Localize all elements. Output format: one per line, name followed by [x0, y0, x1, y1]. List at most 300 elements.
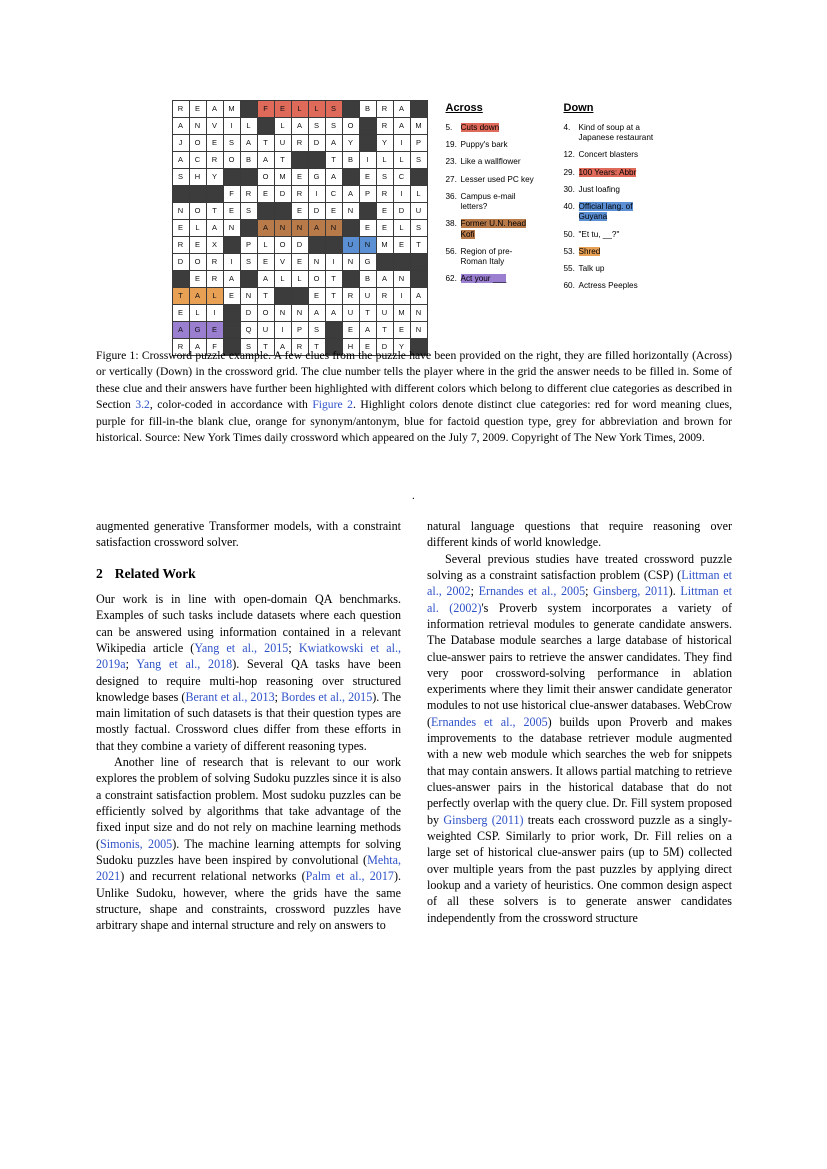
text-run: ; [585, 584, 594, 599]
crossword-cell[interactable]: Y [393, 339, 410, 356]
crossword-cell[interactable] [359, 135, 376, 152]
citation-berant-2013[interactable]: Berant et al., 2013 [185, 689, 275, 704]
crossword-cell[interactable] [223, 169, 240, 186]
crossword-cell[interactable]: I [359, 152, 376, 169]
crossword-cell[interactable]: T [325, 271, 342, 288]
crossword-cell[interactable]: A [325, 305, 342, 322]
crossword-cell[interactable]: L [291, 271, 308, 288]
crossword-cell[interactable]: S [410, 152, 427, 169]
crossword-cell[interactable]: N [393, 271, 410, 288]
crossword-cell[interactable]: E [206, 135, 223, 152]
crossword-cell[interactable]: T [257, 288, 274, 305]
crossword-cell[interactable]: S [308, 118, 325, 135]
crossword-cell[interactable] [257, 118, 274, 135]
crossword-cell[interactable]: S [325, 101, 342, 118]
crossword-cell[interactable]: R [376, 186, 393, 203]
crossword-cell[interactable]: I [325, 254, 342, 271]
crossword-cell[interactable]: C [325, 186, 342, 203]
text-run: ; [288, 640, 299, 655]
across-clue-item[interactable] [446, 140, 538, 150]
down-clue-item[interactable] [564, 264, 656, 274]
crossword-cell[interactable]: T [325, 288, 342, 305]
crossword-cell[interactable]: S [240, 254, 257, 271]
crossword-cell[interactable]: D [291, 237, 308, 254]
crossword-cell[interactable]: O [189, 254, 206, 271]
crossword-cell[interactable]: E [274, 101, 291, 118]
crossword-row [172, 305, 427, 322]
crossword-cell[interactable]: S [376, 169, 393, 186]
crossword-cell[interactable]: N [342, 254, 359, 271]
crossword-cell[interactable]: A [376, 271, 393, 288]
crossword-cell[interactable]: I [393, 288, 410, 305]
crossword-cell[interactable]: A [240, 135, 257, 152]
crossword-cell[interactable]: O [189, 135, 206, 152]
crossword-cell[interactable] [172, 271, 189, 288]
crossword-cell[interactable] [240, 220, 257, 237]
crossword-cell[interactable]: E [308, 288, 325, 305]
left-top-paragraph: augmented generative Transformer models, with a constraint satisfaction crossword solver. [96, 519, 401, 550]
across-clue-item[interactable] [446, 274, 538, 284]
down-clue-item[interactable] [564, 202, 656, 223]
text-run: ). Unlike Sudoku, however, where the grids have the same structure, shape and constraints, crossword puzzles have arbitrary shape and internal structure and rely on answers to [96, 869, 401, 933]
crossword-cell[interactable]: A [172, 118, 189, 135]
crossword-cell[interactable]: U [274, 135, 291, 152]
text-run: 's Proverb system incorporates a variety of information retrieval modules to generate candidate answers. The Database module searches a large database of historical clue-answer pairs to retrieve the answer candidates. They find very poor crossword-solving performance in ablation experiments where they limit their answer candidate generator modules to not use historical clue-answer databases. WebCrow ( [427, 600, 732, 729]
crossword-cell[interactable]: L [274, 118, 291, 135]
left-paragraph-1 [96, 591, 401, 754]
crossword-cell[interactable]: C [393, 169, 410, 186]
citation-kwiatkowski-2019a[interactable]: Kwiatkowski et al., 2019a [96, 640, 402, 672]
crossword-cell[interactable]: A [206, 101, 223, 118]
crossword-cell[interactable]: D [274, 186, 291, 203]
crossword-cell[interactable]: E [393, 322, 410, 339]
crossword-cell[interactable]: B [342, 152, 359, 169]
crossword-cell[interactable]: B [240, 152, 257, 169]
crossword-cell[interactable]: Y [376, 135, 393, 152]
caption-part-3: . Highlight colors denote distinct clue categories: red for word meaning clues, purple for fill-in-the blank clue, orange for synonym/antonym, blue for factoid question type, grey for abbreviation and brown for historical. Source: New York Times daily crossword which appeared on the July 7, 2009. Copyright of The New York Times, 2009. [96, 398, 732, 445]
crossword-cell[interactable]: T [206, 203, 223, 220]
crossword-cell[interactable] [240, 271, 257, 288]
citation-ginsberg-2011-inline[interactable]: Ginsberg (2011) [443, 812, 524, 827]
down-clue-number: 50. [563, 229, 575, 239]
citation-simonis-2005[interactable]: Simonis, 2005 [100, 836, 173, 851]
crossword-cell[interactable]: E [223, 288, 240, 305]
crossword-cell[interactable]: S [410, 220, 427, 237]
crossword-cell[interactable]: S [308, 322, 325, 339]
crossword-row [172, 288, 427, 305]
crossword-cell[interactable]: I [308, 186, 325, 203]
left-column [96, 518, 401, 934]
crossword-row [172, 169, 427, 186]
crossword-cell[interactable]: O [257, 169, 274, 186]
crossword-cell[interactable]: D [240, 305, 257, 322]
down-clue-item[interactable] [564, 185, 656, 195]
across-clue-item[interactable] [446, 123, 538, 133]
crossword-cell[interactable]: R [291, 135, 308, 152]
citation-littman-2002[interactable]: Littman et al., 2002 [427, 567, 733, 599]
across-clue-item[interactable] [446, 247, 538, 268]
crossword-cell[interactable]: E [291, 203, 308, 220]
crossword-cell[interactable]: S [240, 203, 257, 220]
text-run: ). Several QA tasks have been designed to require multi-hop reasoning over structured knowledge bases ( [96, 657, 402, 704]
crossword-cell[interactable]: C [189, 152, 206, 169]
crossword-cell[interactable] [240, 101, 257, 118]
crossword-cell[interactable] [325, 322, 342, 339]
crossword-cell[interactable]: A [291, 118, 308, 135]
crossword-cell[interactable]: E [257, 254, 274, 271]
crossword-cell[interactable]: O [342, 118, 359, 135]
crossword-cell[interactable]: D [393, 203, 410, 220]
crossword-cell[interactable]: Y [206, 169, 223, 186]
crossword-cell[interactable]: T [274, 152, 291, 169]
crossword-cell[interactable]: E [359, 220, 376, 237]
crossword-row [172, 237, 427, 254]
crossword-cell[interactable] [308, 152, 325, 169]
crossword-cell[interactable]: O [274, 237, 291, 254]
crossword-row [172, 220, 427, 237]
crossword-cell[interactable]: L [206, 288, 223, 305]
crossword-cell[interactable] [410, 169, 427, 186]
down-column [564, 102, 656, 299]
crossword-cell[interactable]: R [291, 186, 308, 203]
crossword-cell[interactable]: V [206, 118, 223, 135]
crossword-cell[interactable]: A [342, 186, 359, 203]
crossword-cell[interactable]: L [189, 220, 206, 237]
crossword-cell[interactable]: E [189, 101, 206, 118]
crossword-cell[interactable]: E [257, 186, 274, 203]
citation-ginsberg-2011[interactable]: Ginsberg, 2011 [593, 584, 669, 599]
citation-yang-2015[interactable]: Yang et al., 2015 [194, 640, 289, 655]
crossword-cell[interactable]: T [257, 339, 274, 356]
crossword-cell[interactable]: N [172, 203, 189, 220]
crossword-cell[interactable]: R [376, 288, 393, 305]
crossword-cell[interactable]: M [274, 169, 291, 186]
crossword-cell[interactable]: R [172, 101, 189, 118]
across-clue-number: 27. [445, 174, 457, 184]
crossword-cell[interactable]: I [274, 322, 291, 339]
crossword-cell[interactable]: E [172, 220, 189, 237]
crossword-cell[interactable]: R [291, 339, 308, 356]
crossword-cell[interactable]: O [308, 271, 325, 288]
crossword-cell[interactable]: E [223, 203, 240, 220]
crossword-cell[interactable] [359, 203, 376, 220]
crossword-cell[interactable]: M [393, 305, 410, 322]
crossword-cell[interactable]: S [223, 135, 240, 152]
text-run: Our work is in line with open-domain QA benchmarks. Examples of such tasks include datasets where each question can be answered using information contained in a relevant Wikipedia article ( [96, 591, 401, 655]
crossword-cell[interactable]: B [359, 271, 376, 288]
crossword-cell[interactable]: A [257, 271, 274, 288]
crossword-cell[interactable]: A [308, 305, 325, 322]
crossword-cell[interactable]: N [274, 220, 291, 237]
crossword-row [172, 254, 427, 271]
crossword-cell[interactable]: O [189, 203, 206, 220]
crossword-cell[interactable]: A [410, 288, 427, 305]
crossword-cell[interactable]: E [376, 203, 393, 220]
crossword-cell[interactable]: L [308, 101, 325, 118]
citation-ernandes-2005-b[interactable]: Ernandes et al., 2005 [431, 714, 548, 729]
crossword-cell[interactable]: X [206, 237, 223, 254]
crossword-cell[interactable] [291, 288, 308, 305]
crossword-cell[interactable]: A [189, 339, 206, 356]
crossword-cell[interactable]: L [274, 271, 291, 288]
across-clue-number: 19. [445, 140, 457, 149]
crossword-cell[interactable]: A [325, 169, 342, 186]
down-clue-item[interactable] [564, 123, 656, 144]
crossword-cell[interactable]: A [308, 220, 325, 237]
crossword-cell[interactable]: E [189, 271, 206, 288]
crossword-cell[interactable] [223, 322, 240, 339]
across-clue-number: 5. [445, 122, 453, 132]
crossword-cell[interactable]: F [206, 339, 223, 356]
crossword-row [172, 271, 427, 288]
crossword-cell[interactable] [189, 186, 206, 203]
crossword-cell[interactable]: E [172, 305, 189, 322]
down-clue-item[interactable] [564, 281, 656, 291]
crossword-row [172, 118, 427, 135]
crossword-cell[interactable] [223, 305, 240, 322]
citation-littman-2002-inline[interactable]: Littman et al. (2002) [427, 584, 733, 615]
crossword-cell[interactable] [274, 203, 291, 220]
crossword-cell[interactable]: T [376, 322, 393, 339]
crossword-cell[interactable]: N [325, 220, 342, 237]
crossword-cell[interactable]: L [291, 101, 308, 118]
crossword-cell[interactable]: A [325, 135, 342, 152]
crossword-cell[interactable]: A [223, 271, 240, 288]
crossword-cell[interactable]: E [393, 237, 410, 254]
crossword-cell[interactable]: E [359, 169, 376, 186]
crossword-cell[interactable]: G [308, 169, 325, 186]
down-clue-item[interactable] [564, 230, 656, 240]
crossword-cell[interactable]: A [172, 152, 189, 169]
crossword-cell[interactable]: R [206, 271, 223, 288]
crossword-cell[interactable] [376, 254, 393, 271]
crossword-cell[interactable]: R [342, 288, 359, 305]
crossword-cell[interactable]: E [291, 254, 308, 271]
across-clue-number: 62. [445, 274, 457, 284]
crossword-cell[interactable]: N [291, 220, 308, 237]
crossword-cell[interactable] [274, 288, 291, 305]
across-clue-text: Campus e-mail letters? [460, 191, 516, 211]
crossword-cell[interactable] [240, 169, 257, 186]
crossword-cell[interactable]: A [206, 220, 223, 237]
crossword-cell[interactable]: I [206, 305, 223, 322]
crossword-cell[interactable]: I [393, 135, 410, 152]
across-column [446, 102, 538, 299]
across-clue-item[interactable] [446, 157, 538, 167]
crossword-cell[interactable]: D [172, 254, 189, 271]
crossword-cell[interactable]: R [172, 339, 189, 356]
across-clue-text: Lesser used PC key [460, 174, 534, 184]
citation-yang-2018[interactable]: Yang et al., 2018 [136, 657, 233, 672]
right-column [427, 518, 732, 934]
crossword-cell[interactable]: L [376, 152, 393, 169]
crossword-cell[interactable]: A [274, 339, 291, 356]
crossword-cell[interactable]: U [342, 305, 359, 322]
crossword-cell[interactable]: T [257, 135, 274, 152]
crossword-cell[interactable]: N [274, 305, 291, 322]
crossword-cell[interactable]: E [291, 169, 308, 186]
caption-ref-section[interactable]: 3.2 [135, 398, 150, 412]
crossword-cell[interactable]: P [291, 322, 308, 339]
crossword-cell[interactable] [359, 118, 376, 135]
crossword-cell[interactable]: E [325, 203, 342, 220]
crossword-row [172, 322, 427, 339]
crossword-cell[interactable]: M [376, 237, 393, 254]
crossword-cell[interactable]: N [291, 305, 308, 322]
down-clue-item[interactable] [564, 168, 656, 178]
crossword-cell[interactable]: F [223, 186, 240, 203]
crossword-cell[interactable] [206, 186, 223, 203]
crossword-cell[interactable]: N [223, 220, 240, 237]
crossword-cell[interactable]: U [410, 203, 427, 220]
crossword-cell[interactable]: J [172, 135, 189, 152]
crossword-cell[interactable]: D [308, 203, 325, 220]
crossword-cell[interactable]: B [359, 101, 376, 118]
crossword-cell[interactable] [325, 237, 342, 254]
crossword-cell[interactable]: N [308, 254, 325, 271]
crossword-cell[interactable]: D [308, 135, 325, 152]
crossword-cell[interactable]: O [223, 152, 240, 169]
crossword-cell[interactable]: G [189, 322, 206, 339]
across-clue-text: Former U.N. head Kofi [460, 219, 527, 239]
crossword-cell[interactable]: I [223, 118, 240, 135]
crossword-cell[interactable]: E [342, 322, 359, 339]
across-clue-number: 56. [445, 246, 457, 256]
crossword-cell[interactable]: R [240, 186, 257, 203]
crossword-cell[interactable]: N [342, 203, 359, 220]
crossword-cell[interactable]: R [376, 118, 393, 135]
crossword-cell[interactable] [257, 203, 274, 220]
down-clue-text: Concert blasters [578, 150, 639, 160]
crossword-cell[interactable]: S [240, 339, 257, 356]
crossword-cell[interactable]: Q [240, 322, 257, 339]
citation-palm-2017[interactable]: Palm et al., 2017 [305, 869, 394, 884]
across-clue-item[interactable] [446, 192, 538, 213]
crossword-cell[interactable]: G [359, 254, 376, 271]
crossword-cell[interactable]: L [257, 237, 274, 254]
crossword-cell[interactable]: A [393, 101, 410, 118]
down-clue-item[interactable] [564, 150, 656, 160]
crossword-cell[interactable]: A [393, 118, 410, 135]
crossword-cell[interactable]: T [410, 237, 427, 254]
crossword-cell[interactable] [342, 271, 359, 288]
section-number: 2 [96, 565, 103, 581]
crossword-cell[interactable]: V [274, 254, 291, 271]
crossword-cell[interactable]: F [257, 101, 274, 118]
crossword-cell[interactable]: E [189, 237, 206, 254]
crossword-cell[interactable]: P [240, 237, 257, 254]
crossword-cell[interactable] [410, 254, 427, 271]
across-clue-text: Cuts down [460, 122, 500, 132]
crossword-cell[interactable] [291, 152, 308, 169]
citation-ernandes-2005[interactable]: Ernandes et al., 2005 [478, 584, 586, 599]
crossword-cell[interactable]: M [223, 101, 240, 118]
crossword-cell[interactable]: I [223, 254, 240, 271]
citation-mehta-2021[interactable]: Mehta, 2021 [96, 852, 401, 884]
crossword-cell[interactable] [342, 220, 359, 237]
crossword-cell[interactable]: R [206, 152, 223, 169]
crossword-cell[interactable]: L [240, 118, 257, 135]
crossword-cell[interactable]: O [257, 305, 274, 322]
crossword-cell[interactable]: N [410, 305, 427, 322]
crossword-cell[interactable]: L [189, 305, 206, 322]
crossword-cell[interactable] [172, 186, 189, 203]
text-run: ; [274, 689, 282, 704]
crossword-cell[interactable]: T [172, 288, 189, 305]
crossword-cell[interactable]: E [376, 220, 393, 237]
crossword-cell[interactable]: Y [342, 135, 359, 152]
down-clue-number: 29. [563, 167, 575, 177]
crossword-cell[interactable]: M [410, 118, 427, 135]
crossword-cell[interactable]: A [189, 288, 206, 305]
down-clue-number: 55. [563, 264, 575, 273]
crossword-cell[interactable]: A [359, 322, 376, 339]
crossword-cell[interactable]: I [393, 186, 410, 203]
crossword-cell[interactable]: P [359, 186, 376, 203]
right-paragraph-1 [427, 551, 732, 926]
crossword-cell[interactable]: N [410, 322, 427, 339]
down-clue-number: 30. [563, 184, 575, 194]
down-clue-number: 4. [563, 122, 571, 132]
crossword-cell[interactable]: T [325, 152, 342, 169]
down-heading: Down [563, 102, 594, 114]
crossword-cell[interactable]: R [206, 254, 223, 271]
across-clue-item[interactable] [446, 175, 538, 185]
crossword-cell[interactable]: H [189, 169, 206, 186]
crossword-cell[interactable]: U [342, 237, 359, 254]
crossword-cell[interactable]: A [257, 220, 274, 237]
crossword-cell[interactable] [410, 101, 427, 118]
crossword-cell[interactable]: R [172, 237, 189, 254]
crossword-cell[interactable]: U [257, 322, 274, 339]
crossword-cell[interactable] [342, 101, 359, 118]
citation-bordes-2015[interactable]: Bordes et al., 2015 [281, 689, 373, 704]
section-title: Related Work [114, 565, 196, 581]
down-clue-item[interactable] [564, 247, 656, 257]
crossword-cell[interactable] [308, 237, 325, 254]
caption-ref-figure2[interactable]: Figure 2 [312, 398, 353, 412]
crossword-cell[interactable]: D [376, 339, 393, 356]
crossword-cell[interactable] [393, 254, 410, 271]
crossword-cell[interactable]: A [172, 322, 189, 339]
crossword-cell[interactable]: L [410, 186, 427, 203]
crossword-cell[interactable]: U [376, 305, 393, 322]
across-clue-item[interactable] [446, 219, 538, 240]
crossword-cell[interactable]: A [257, 152, 274, 169]
crossword-cell[interactable]: P [410, 135, 427, 152]
crossword-cell[interactable]: E [359, 339, 376, 356]
crossword-cell[interactable]: L [393, 220, 410, 237]
crossword-cell[interactable]: E [206, 322, 223, 339]
crossword-cell[interactable]: T [359, 305, 376, 322]
crossword-cell[interactable]: N [240, 288, 257, 305]
crossword-cell[interactable] [342, 169, 359, 186]
crossword-cell[interactable]: U [359, 288, 376, 305]
crossword-cell[interactable]: T [308, 339, 325, 356]
crossword-cell[interactable]: R [376, 101, 393, 118]
crossword-cell[interactable]: S [325, 118, 342, 135]
crossword-cell[interactable]: N [359, 237, 376, 254]
down-clue-text: Kind of soup at a Japanese restaurant [578, 122, 654, 142]
crossword-cell[interactable] [223, 237, 240, 254]
down-clue-number: 60. [563, 281, 575, 291]
crossword-row [172, 101, 427, 118]
crossword-cell[interactable]: H [342, 339, 359, 356]
crossword-cell[interactable]: N [189, 118, 206, 135]
crossword-cell[interactable] [410, 271, 427, 288]
crossword-cell[interactable]: L [393, 152, 410, 169]
crossword-cell[interactable]: S [172, 169, 189, 186]
